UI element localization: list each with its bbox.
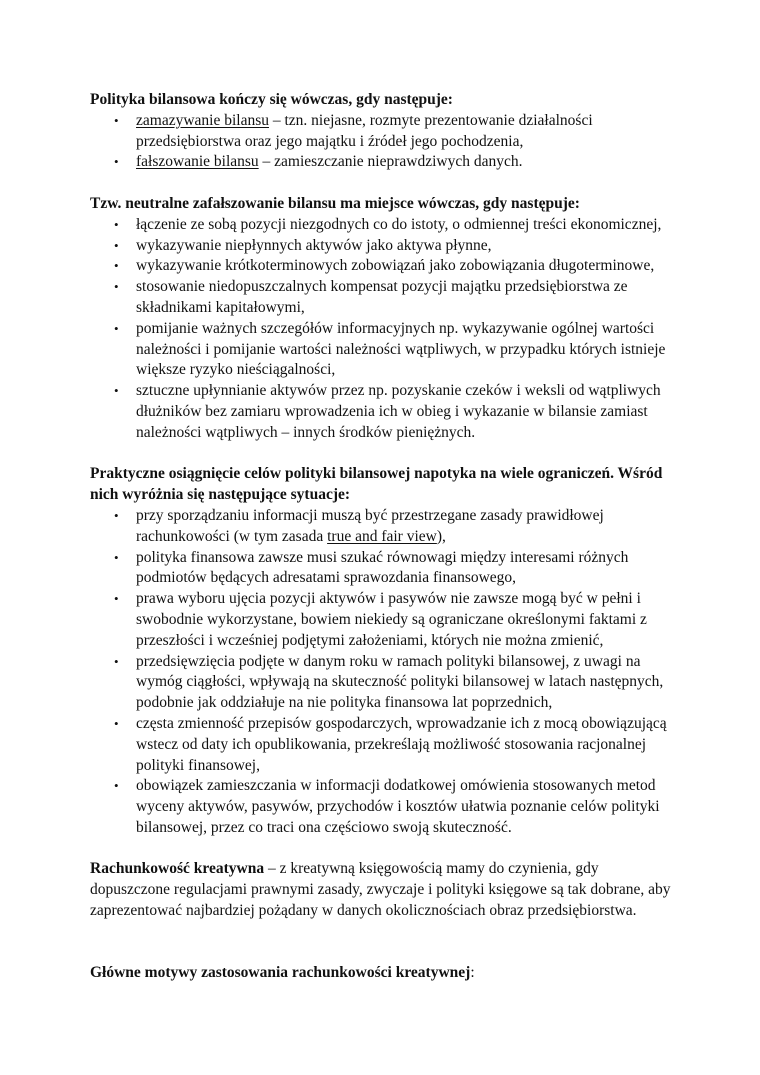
list-item bbox=[90, 277, 690, 319]
text-segment: łączenie ze sobą pozycji niezgodnych co do istoty, o odmiennej treści ekonomicznej, bbox=[136, 215, 662, 233]
bullet-icon: • bbox=[114, 778, 119, 794]
item-line bbox=[136, 360, 690, 381]
item-line bbox=[136, 236, 690, 257]
text-segment: większe ryzyko nieściągalności, bbox=[136, 361, 336, 379]
bullet-icon: • bbox=[114, 320, 119, 336]
text-segment: ), bbox=[436, 527, 446, 545]
bullet-icon: • bbox=[114, 715, 119, 731]
list-item bbox=[90, 256, 690, 277]
list-item bbox=[90, 152, 690, 173]
item-line bbox=[136, 693, 690, 714]
text-segment: obowiązek zamieszczania w informacji dodatkowej omówienia stosowanych metod bbox=[136, 777, 656, 795]
section bbox=[90, 464, 690, 838]
item-line bbox=[136, 610, 690, 631]
final-heading bbox=[90, 963, 690, 984]
item-line bbox=[136, 423, 690, 444]
bullet-icon: • bbox=[114, 591, 119, 607]
bullet-icon: • bbox=[114, 216, 119, 232]
text-segment: bilansowej, przez co traci ona częściowo swoją skuteczność. bbox=[136, 818, 512, 836]
text-segment: polityki finansowej, bbox=[136, 756, 260, 774]
definition-paragraph bbox=[90, 859, 690, 921]
text-segment: wymóg ciągłości, wpływają na skuteczność polityki bilansowej w latach następnych, bbox=[136, 673, 664, 691]
list-item bbox=[90, 506, 690, 548]
section bbox=[90, 90, 690, 173]
list-item bbox=[90, 215, 690, 236]
list-item bbox=[90, 652, 690, 714]
text-segment: przedsiębiorstwa oraz jego majątku i źródeł jego pochodzenia, bbox=[136, 132, 524, 150]
list-item bbox=[90, 319, 690, 381]
item-line bbox=[136, 527, 690, 548]
bullet-icon: • bbox=[114, 549, 119, 565]
item-line bbox=[136, 132, 690, 153]
item-line bbox=[136, 714, 690, 735]
item-line bbox=[136, 298, 690, 319]
underlined-term: fałszowanie bilansu bbox=[136, 153, 259, 171]
list-item bbox=[90, 589, 690, 651]
text-segment: wykazywanie krótkoterminowych zobowiązań jako zobowiązania długoterminowe, bbox=[136, 257, 655, 275]
text-segment: wykazywanie niepłynnych aktywów jako aktywa płynne, bbox=[136, 236, 492, 254]
text-segment: podmiotów będących adresatami sprawozdania finansowego, bbox=[136, 569, 517, 587]
bullet-icon: • bbox=[114, 258, 119, 274]
text-segment: sztuczne upłynnianie aktywów przez np. pozyskanie czeków i weksli od wątpliwych bbox=[136, 382, 661, 400]
definition-line: – z kreatywną księgowością mamy do czynienia, gdy bbox=[264, 860, 599, 878]
bullet-icon: • bbox=[114, 237, 119, 253]
item-line bbox=[136, 797, 690, 818]
text-segment: należności i pomijanie wartości należności wątpliwych, w przypadku których istnieje bbox=[136, 340, 666, 358]
item-line bbox=[136, 152, 690, 173]
text-segment: – tzn. niejasne, rozmyte prezentowanie działalności bbox=[268, 111, 593, 129]
item-line bbox=[136, 506, 690, 527]
bullet-icon: • bbox=[114, 383, 119, 399]
item-line bbox=[136, 402, 690, 423]
item-line bbox=[136, 756, 690, 777]
text-segment: prawa wyboru ujęcia pozycji aktywów i pasywów nie zawsze mogą być w pełni i bbox=[136, 590, 641, 608]
item-line bbox=[136, 215, 690, 236]
item-line bbox=[136, 277, 690, 298]
item-line bbox=[136, 568, 690, 589]
text-segment: rachunkowości (w tym zasada bbox=[136, 527, 328, 545]
item-line bbox=[136, 381, 690, 402]
list-item bbox=[90, 111, 690, 153]
item-line bbox=[136, 735, 690, 756]
bullet-icon: • bbox=[114, 653, 119, 669]
section-heading: Polityka bilansowa kończy się wówczas, gdy następuje: bbox=[90, 91, 453, 108]
section-heading: Tzw. neutralne zafałszowanie bilansu ma miejsce wówczas, gdy następuje: bbox=[90, 194, 580, 212]
item-line bbox=[136, 340, 690, 361]
text-segment: dłużników bez zamiaru wprowadzenia ich w obieg i wykazanie w bilansie zamiast bbox=[136, 402, 648, 420]
underlined-term: zamazywanie bilansu bbox=[136, 111, 269, 129]
final-heading-text: Główne motywy zastosowania rachunkowości kreatywnej bbox=[90, 963, 471, 981]
text-segment: stosowanie niedopuszczalnych kompensat pozycji majątku przedsiębiorstwa ze bbox=[136, 278, 628, 296]
text-segment: pomijanie ważnych szczegółów informacyjnych np. wykazywanie ogólnej wartości bbox=[136, 319, 655, 337]
item-line bbox=[136, 319, 690, 340]
text-segment: wyceny aktywów, pasywów, przychodów i kosztów ułatwia poznanie celów polityki bbox=[136, 798, 660, 816]
list-item bbox=[90, 776, 690, 838]
sections bbox=[90, 90, 690, 839]
bullet-icon: • bbox=[114, 112, 119, 128]
final-heading-suffix: : bbox=[470, 963, 475, 981]
item-line bbox=[136, 256, 690, 277]
bullet-list bbox=[90, 111, 690, 173]
item-line bbox=[136, 818, 690, 839]
item-line bbox=[136, 776, 690, 797]
item-line bbox=[136, 631, 690, 652]
text-segment: polityka finansowa zawsze musi szukać równowagi między interesami różnych bbox=[136, 548, 629, 566]
text-segment: częsta zmienność przepisów gospodarczych, wprowadzanie ich z mocą obowiązującą bbox=[136, 714, 667, 732]
item-line bbox=[136, 111, 690, 132]
text-segment: należności wątpliwych – innych środków pieniężnych. bbox=[136, 423, 476, 441]
list-item bbox=[90, 381, 690, 443]
bullet-icon: • bbox=[114, 154, 119, 170]
list-item bbox=[90, 236, 690, 257]
bullet-list bbox=[90, 215, 690, 444]
item-line bbox=[136, 548, 690, 569]
underlined-term: true and fair view bbox=[327, 527, 437, 545]
definition-term: Rachunkowość kreatywna bbox=[90, 860, 265, 878]
bullet-icon: • bbox=[114, 507, 119, 523]
text-segment: podobnie jak oddziałuje na nie polityka finansowa lat poprzednich, bbox=[136, 694, 553, 712]
item-line bbox=[136, 652, 690, 673]
text-segment: przedsięwzięcia podjęte w danym roku w ramach polityki bilansowej, z uwagi na bbox=[136, 652, 641, 670]
document-page bbox=[90, 90, 690, 984]
text-segment: przy sporządzaniu informacji muszą być przestrzegane zasady prawidłowej bbox=[136, 506, 604, 524]
definition-line: dopuszczone regulacjami prawnymi zasady, zwyczaje i polityki księgowe są tak dobrane, aby bbox=[90, 881, 671, 899]
text-segment: przeszłości i wcześniej podjętymi założeniami, których nie można zmienić, bbox=[136, 631, 604, 649]
section-heading: nich wyróżnia się następujące sytuacje: bbox=[90, 486, 351, 504]
list-item bbox=[90, 714, 690, 776]
item-line bbox=[136, 589, 690, 610]
text-segment: wstecz od daty ich opublikowania, przekreślają możliwość stosowania racjonalnej bbox=[136, 735, 647, 753]
list-item bbox=[90, 548, 690, 590]
bullet-icon: • bbox=[114, 279, 119, 295]
text-segment: – zamieszczanie nieprawdziwych danych. bbox=[258, 153, 523, 171]
section-heading: Praktyczne osiągnięcie celów polityki bilansowej napotyka na wiele ograniczeń. Wśród bbox=[90, 465, 663, 483]
bullet-list bbox=[90, 506, 690, 839]
definition-line: zaprezentować najbardziej pożądany w danych okolicznościach obraz przedsiębiorstwa. bbox=[90, 902, 637, 920]
section bbox=[90, 194, 690, 444]
text-segment: składnikami kapitałowymi, bbox=[136, 298, 305, 316]
text-segment: swobodnie wykorzystane, bowiem niekiedy są ograniczane określonymi faktami z bbox=[136, 610, 647, 628]
item-line bbox=[136, 672, 690, 693]
